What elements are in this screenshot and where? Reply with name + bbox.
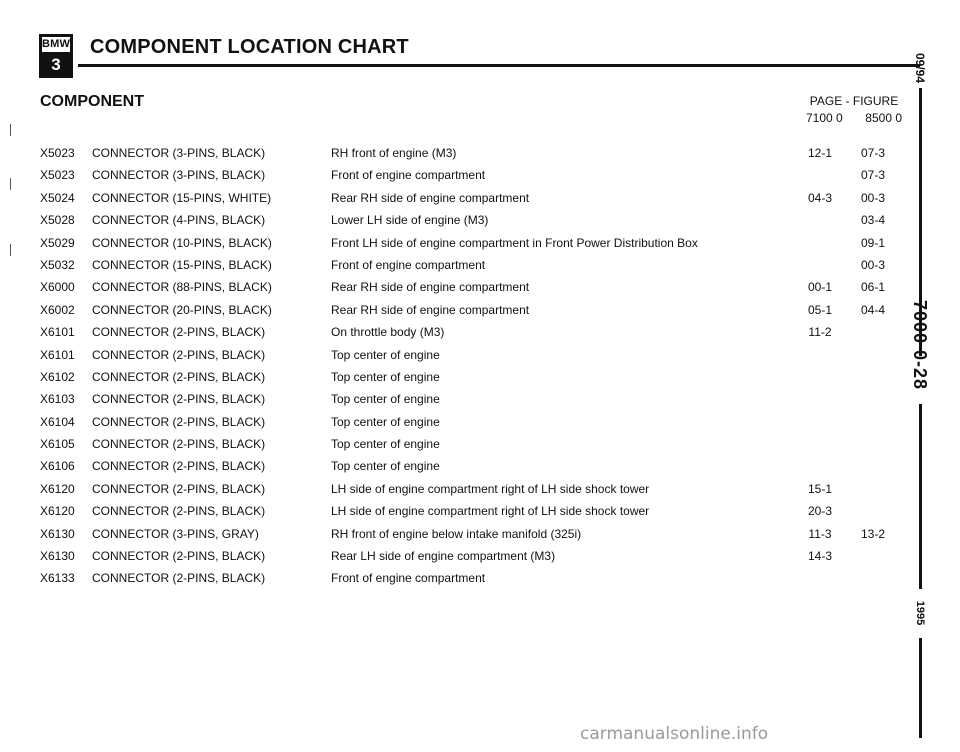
component-description: CONNECTOR (15-PINS, WHITE): [92, 190, 272, 205]
component-description: CONNECTOR (3-PINS, GRAY): [92, 526, 259, 541]
page-figure-8500: 07-3: [860, 146, 886, 160]
page-figure-8500: 07-3: [860, 168, 886, 183]
page-figure-7100: 20-3: [807, 504, 833, 519]
component-location: RH front of engine (M3): [331, 146, 457, 160]
component-location: Top center of engine: [331, 414, 440, 429]
component-location: RH front of engine below intake manifold (325i): [331, 526, 582, 541]
component-description: CONNECTOR (20-PINS, BLACK): [92, 302, 272, 317]
component-id: X6130: [40, 526, 75, 541]
bmw-logo: [39, 34, 73, 78]
component-id: X6120: [40, 481, 75, 496]
component-location: LH side of engine compartment right of LH side shock tower: [331, 504, 650, 519]
table-row: [0, 455, 960, 477]
title-divider: [78, 64, 920, 67]
footer-watermark: carmanualsonline.info: [580, 724, 769, 744]
page-figure-7100: 05-1: [807, 302, 833, 317]
component-description: CONNECTOR (3-PINS, BLACK): [92, 168, 266, 183]
component-location: Top center of engine: [331, 347, 440, 362]
table-row: [0, 567, 960, 589]
component-description: CONNECTOR (2-PINS, BLACK): [92, 481, 266, 496]
table-row: [0, 523, 960, 545]
table-row: [0, 500, 960, 522]
component-description: CONNECTOR (2-PINS, BLACK): [92, 571, 266, 586]
component-id: X5023: [40, 168, 75, 183]
component-location: Top center of engine: [331, 459, 440, 474]
component-description: CONNECTOR (88-PINS, BLACK): [92, 280, 272, 295]
page-figure-header: [804, 93, 904, 127]
component-id: X5029: [40, 235, 75, 250]
component-id: X6101: [40, 325, 75, 340]
component-id: X6130: [40, 549, 75, 564]
logo-series: 3: [42, 55, 70, 75]
table-row: [0, 545, 960, 567]
table-row: [0, 187, 960, 209]
page-figure-8500: 13-2: [860, 526, 886, 541]
component-location: LH side of engine compartment right of LH side shock tower: [331, 481, 650, 496]
table-row: [0, 164, 960, 186]
component-location: Front of engine compartment: [331, 257, 486, 272]
page-figure-8500: 00-3: [860, 257, 886, 272]
table-row: [0, 433, 960, 455]
page-figure-8500: 03-4: [860, 213, 886, 228]
component-id: X6101: [40, 347, 75, 362]
page-figure-col2: 8500 0: [865, 111, 902, 125]
page-figure-label: PAGE - FIGURE: [809, 94, 899, 108]
table-row: [0, 321, 960, 343]
component-id: X6102: [40, 369, 75, 384]
component-id: X6104: [40, 414, 75, 429]
component-description: CONNECTOR (2-PINS, BLACK): [92, 414, 266, 429]
side-page-code: 7000 0-28: [910, 299, 930, 391]
table-row: [0, 366, 960, 388]
component-description: CONNECTOR (2-PINS, BLACK): [92, 437, 266, 452]
component-description: CONNECTOR (4-PINS, BLACK): [92, 213, 266, 228]
component-description: CONNECTOR (10-PINS, BLACK): [92, 235, 272, 250]
page-figure-8500: 00-3: [860, 190, 886, 205]
component-id: X5032: [40, 257, 75, 272]
page-figure-7100: 14-3: [807, 549, 833, 564]
page-title: COMPONENT LOCATION CHART: [90, 36, 409, 58]
section-heading: COMPONENT: [40, 93, 144, 110]
table-row: [0, 232, 960, 254]
page-figure-8500: 04-4: [860, 302, 886, 317]
component-description: CONNECTOR (3-PINS, BLACK): [92, 146, 266, 160]
component-description: CONNECTOR (2-PINS, BLACK): [92, 392, 266, 407]
page-figure-7100: 04-3: [807, 190, 833, 205]
component-id: X6002: [40, 302, 75, 317]
component-description: CONNECTOR (2-PINS, BLACK): [92, 325, 266, 340]
component-description: CONNECTOR (2-PINS, BLACK): [92, 347, 266, 362]
page-figure-7100: 15-1: [807, 481, 833, 496]
page-figure-col1: 7100 0: [806, 111, 843, 125]
component-location: On throttle body (M3): [331, 325, 445, 340]
page-figure-7100: 00-1: [807, 280, 833, 295]
component-id: X6103: [40, 392, 75, 407]
page-figure-8500: 06-1: [860, 280, 886, 295]
component-location: Front of engine compartment: [331, 571, 486, 586]
component-id: X6105: [40, 437, 75, 452]
table-row: [0, 254, 960, 276]
table-row: [0, 478, 960, 500]
side-year: 1995: [914, 600, 926, 626]
table-row: [0, 299, 960, 321]
component-description: CONNECTOR (15-PINS, BLACK): [92, 257, 272, 272]
component-id: X6120: [40, 504, 75, 519]
component-description: CONNECTOR (2-PINS, BLACK): [92, 549, 266, 564]
component-location: Lower LH side of engine (M3): [331, 213, 489, 228]
table-row: [0, 209, 960, 231]
page-figure-7100: 11-2: [808, 325, 832, 340]
component-location: Top center of engine: [331, 369, 440, 384]
table-row: [0, 142, 960, 164]
component-id: X5024: [40, 190, 75, 205]
page-figure-7100: 12-1: [807, 146, 833, 160]
component-location: Rear LH side of engine compartment (M3): [331, 549, 556, 564]
side-date: 09/94: [913, 52, 927, 84]
component-location: Rear RH side of engine compartment: [331, 280, 530, 295]
table-row: [0, 388, 960, 410]
component-location: Top center of engine: [331, 392, 440, 407]
page-figure-7100: 11-3: [808, 526, 832, 541]
component-description: CONNECTOR (2-PINS, BLACK): [92, 369, 266, 384]
logo-brand: BMW: [42, 37, 70, 55]
margin-tick: [10, 124, 11, 136]
component-id: X5028: [40, 213, 75, 228]
component-location: Front of engine compartment: [331, 168, 486, 183]
table-row: [0, 276, 960, 298]
component-location: Rear RH side of engine compartment: [331, 302, 530, 317]
component-id: X5023: [40, 146, 75, 160]
side-rule-lower: [919, 638, 922, 738]
table-row: [0, 411, 960, 433]
component-location: Front LH side of engine compartment in Front Power Distribution Box: [331, 235, 698, 250]
page-figure-8500: 09-1: [860, 235, 886, 250]
component-location: Top center of engine: [331, 437, 440, 452]
component-table: [0, 142, 960, 590]
component-description: CONNECTOR (2-PINS, BLACK): [92, 504, 266, 519]
component-id: X6106: [40, 459, 75, 474]
component-id: X6133: [40, 571, 75, 586]
component-id: X6000: [40, 280, 75, 295]
table-row: [0, 344, 960, 366]
component-description: CONNECTOR (2-PINS, BLACK): [92, 459, 266, 474]
component-location: Rear RH side of engine compartment: [331, 190, 530, 205]
